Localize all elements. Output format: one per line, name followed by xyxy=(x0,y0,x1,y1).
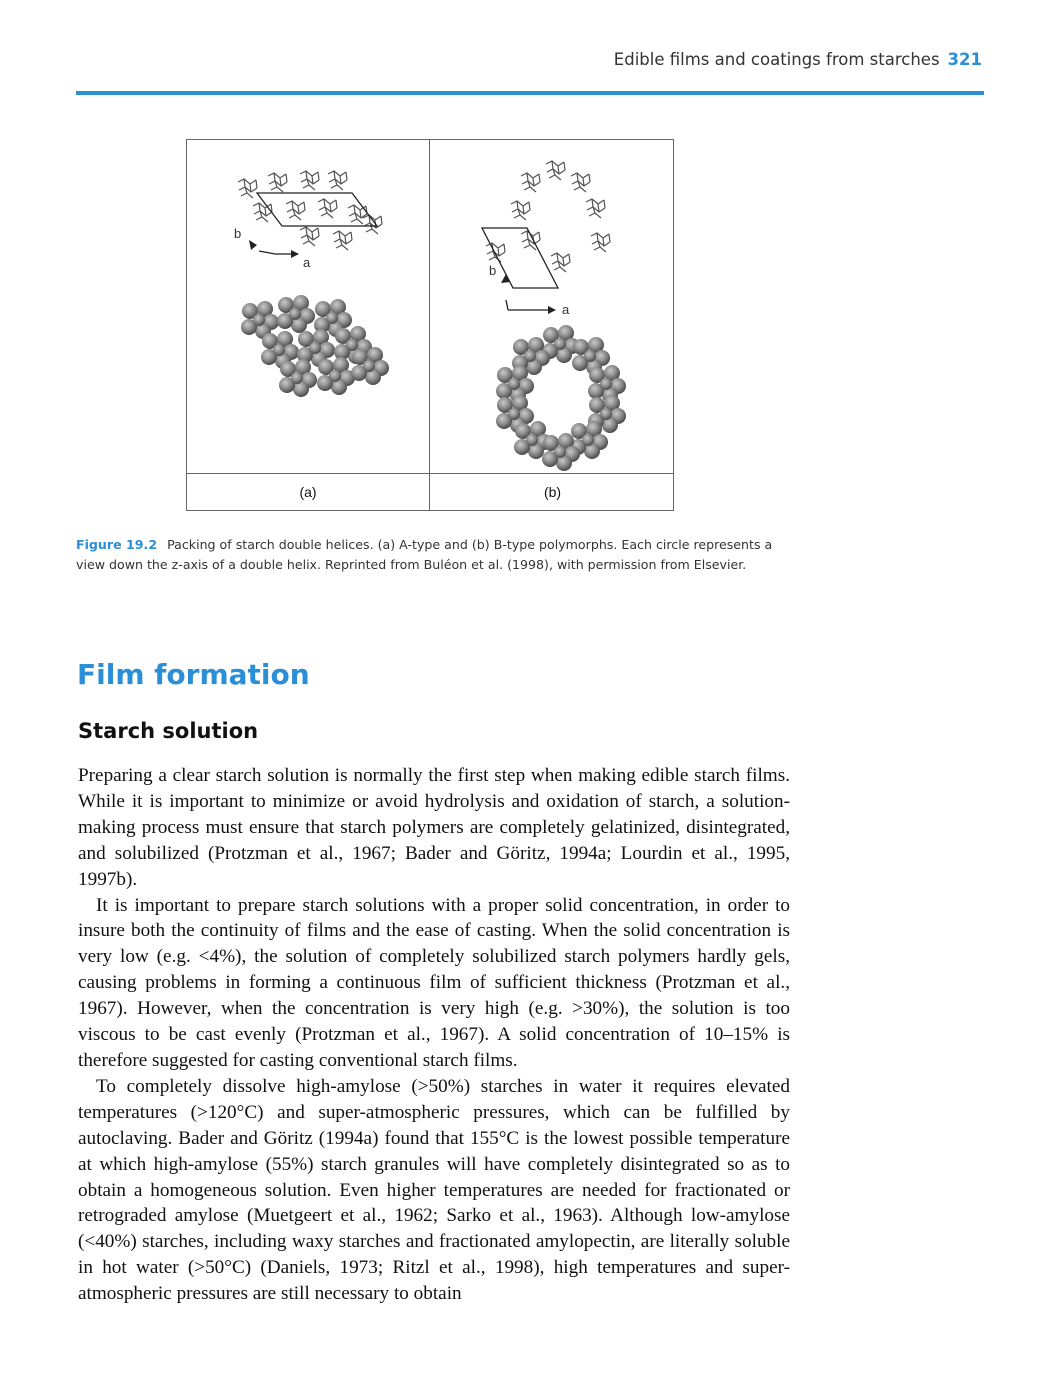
running-head xyxy=(614,50,982,69)
body-text xyxy=(78,763,790,1307)
panel-b-space-filling xyxy=(496,325,626,471)
figure-divider-vertical xyxy=(429,140,430,510)
axis-label-b-a: b xyxy=(234,226,242,241)
paragraph: Preparing a clear starch solution is normally the first step when making edible starch films. While it is important to minimize or avoid hydrolysis and oxidation of starch, a solution-making process must ensure that starch polymers are completely gelatinized, disintegrated, and solubilized (Protzman et al., 1967; Bader and Göritz, 1994a; Lourdin et al., 1995, 1997b). xyxy=(78,765,790,890)
panel-label-a: (a) xyxy=(299,484,317,500)
axis-label-a-a: a xyxy=(303,255,311,270)
caption-text: Packing of starch double helices. (a) A-type and (b) B-type polymorphs. Each circle represents a view down the z-axis of a double helix. Reprinted from Buléon et al. (1998), with permission from Elsevier. xyxy=(76,537,773,572)
paragraph: To completely dissolve high-amylose (>50%) starches in water it requires elevated temperatures (>120°C) and super-atmospheric pressures, which can be fulfilled by autoclaving. Bader and Göritz (1994a) found that 155°C is the lowest possible temperature at which high-amylose (55%) starch granules will have completely disintegrated so as to obtain a homogeneous solution. Even higher temperatures are needed for fractionated or retrograded amylose (Muetgeert et al., 1962; Sarko et al., 1963). Although low-amylose (<40%) starches, including waxy starches and fractionated amylopectin, are literally soluble in hot water (>50°C) (Daniels, 1973; Ritzl et al., 1998), high temperatures and super-atmospheric pressures are still necessary to obtain xyxy=(78,1075,790,1305)
section-title: Film formation xyxy=(77,658,310,691)
panel-label-b: (b) xyxy=(543,484,562,500)
panel-a-stick-model xyxy=(238,171,382,258)
figure-caption xyxy=(76,535,776,575)
axis-label-b-b: b xyxy=(489,263,497,278)
header-rule xyxy=(76,91,984,95)
figure-divider-horizontal xyxy=(187,473,673,474)
panel-a-space-filling xyxy=(241,295,389,397)
panel-b-stick-model xyxy=(482,161,610,314)
running-title: Edible films and coatings from starches xyxy=(613,50,940,69)
page-number: 321 xyxy=(947,50,982,69)
axis-label-a-b: a xyxy=(562,302,570,317)
paragraph: It is important to prepare starch solutions with a proper solid concentration, in order to insure both the continuity of films and the ease of casting. When the solid concentration is very low (e.g. <4%), the solution of completely solubilized starch polymers hardly gels, causing problems in forming a continuous film of sufficient thickness (Protzman et al., 1967). However, when the concentration is very high (e.g. >30%), the solution is too viscous to be cast evenly (Protzman et al., 1967). A solid concentration of 10–15% is therefore suggested for casting conventional starch films. xyxy=(78,894,790,1071)
figure-19-2 xyxy=(186,139,674,511)
caption-label: Figure 19.2 xyxy=(76,537,158,552)
subsection-title: Starch solution xyxy=(78,719,259,743)
helix-packing-illustration xyxy=(187,140,675,473)
